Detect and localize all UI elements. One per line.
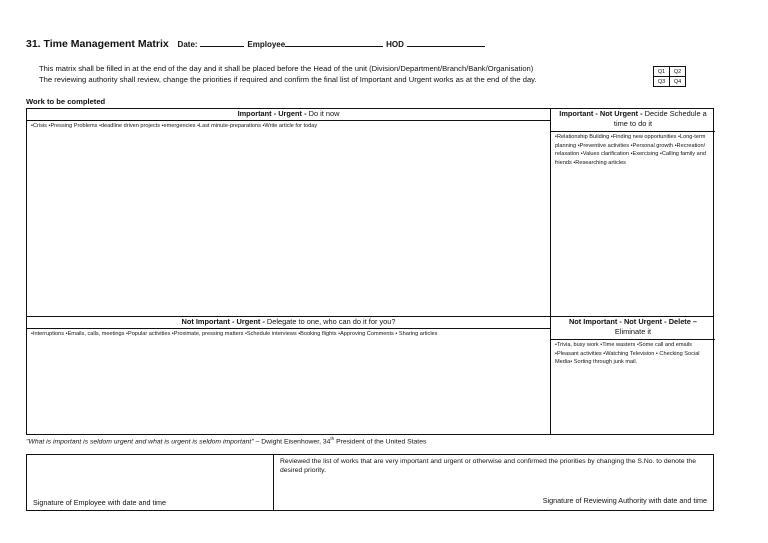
quote-tail: President of the United States [334, 438, 427, 446]
quote-author: – Dwight Eisenhower, 34 [253, 438, 331, 446]
q4-header [551, 317, 715, 339]
q3-title-bold: Not Important - Urgent - [181, 317, 265, 326]
quadrant-key [653, 66, 686, 87]
signature-divider [273, 455, 274, 510]
eisenhower-quote [26, 436, 426, 445]
quadrant-key-q1: Q1 [654, 67, 670, 77]
q3-title-rest: Delegate to one, who can do it for you? [266, 317, 396, 326]
q1-header [27, 109, 550, 120]
quadrant-key-q2: Q2 [670, 67, 686, 77]
review-statement: Reviewed the list of works that are very important and urgent or otherwise and confirmed the priorities by changing the S.No. to denote the desired priority. [280, 458, 696, 474]
q3-items[interactable]: •Interruptions •Emails, calls, meetings •Popular activities •Proximate, pressing matters •Schedule interviews •Booking flights •Approving Comments • Sharing articles [31, 331, 438, 337]
q4-items[interactable]: •Trivia, busy work •Time wasters •Some call and emails •Pleasant activities •Watching Television • Checking Social Media• Sorting through junk mail. [555, 342, 700, 365]
q1-title-rest: Do it now [308, 109, 340, 118]
quadrant-key-q3: Q3 [654, 77, 670, 87]
employee-label: Employee [247, 40, 286, 49]
hod-field[interactable] [407, 38, 485, 47]
instruction-line-2: The reviewing authority shall review, change the priorities if required and confirm the final list of Important and Urgent works as at the end of the day. [39, 74, 537, 84]
priority-matrix [26, 108, 714, 435]
q3-header [27, 317, 550, 328]
employee-signature-label[interactable]: Signature of Employee with date and time [33, 498, 167, 507]
date-field[interactable] [200, 38, 244, 47]
employee-field[interactable] [285, 38, 383, 47]
q2-items[interactable]: •Relationship Building •Finding new opportunities •Long-term planning •Preventive activities •Personal growth •Recreation/ relaxation •Values clarification •Exercising •Calling family and friends •Researching articles [555, 134, 706, 166]
q2-title-rest: Decide Schedule a time to do it [613, 109, 707, 128]
q4-title-rest: Eliminate it [614, 327, 652, 336]
page-title: 31. Time Management Matrix [26, 38, 169, 50]
q2-title-bold: Important - Not Urgent - [559, 109, 643, 118]
q2-header [551, 109, 715, 131]
instruction-line-1: This matrix shall be filled in at the end of the day and it shall be placed before the Head of the unit (Division/Department/Branch/Bank/Organisation) [39, 64, 534, 73]
q1-title-bold: Important - Urgent - [237, 109, 307, 118]
date-label: Date: [177, 40, 198, 49]
quote-ordinal: th [330, 436, 335, 441]
quadrant-key-q4: Q4 [670, 77, 686, 87]
q4-title-bold: Not Important - Not Urgent - Delete – [568, 317, 698, 326]
reviewer-signature-label[interactable]: Signature of Reviewing Authority with date and time [542, 496, 707, 505]
hod-label: HOD [386, 40, 404, 49]
signature-box [26, 454, 714, 511]
quote-text: "What is important is seldom urgent and what is urgent is seldom important" [26, 438, 254, 446]
form-title [26, 38, 485, 50]
q1-items[interactable]: •Crisis •Pressing Problems •deadline driven projects •emergencies •Last minute-preparations •Write article for today [31, 123, 318, 129]
instructions [39, 64, 537, 85]
work-heading: Work to be completed [26, 97, 106, 106]
